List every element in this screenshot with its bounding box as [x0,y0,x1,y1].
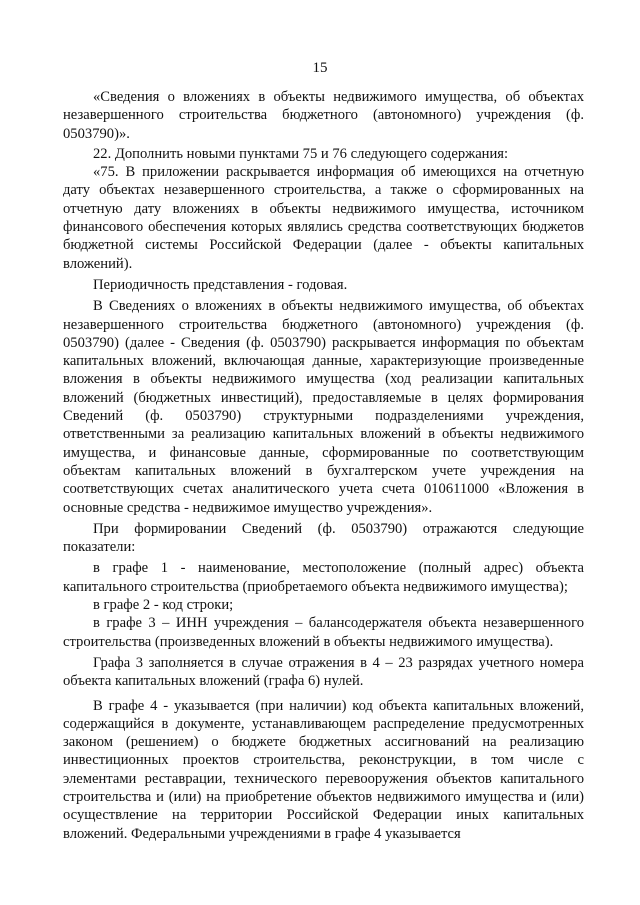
paragraph-column-4: В графе 4 - указывается (при наличии) код объекта капитальных вложений, содержащийся в документе, устанавливающем распределение предусмотренных законом (решением) о бюджете бюджетных ассигнований на реализацию инвестиционных проектов строительства, реконструкции, в том числе с элементами реставрации, технического перевооружения объектов капитального строительства и (или) на приобретение объектов недвижимого имущества и (или) осуществление на территории Российской Федерации иных капитальных вложений. Федеральными учреждениями в графе 4 указывается [63,697,584,842]
form-title-paragraph: «Сведения о вложениях в объекты недвижимого имущества, об объектах незавершенного строительства бюджетного (автономного) учреждения (ф. 0503790)». [63,89,584,142]
paragraph-column-2: в графе 2 - код строки; [93,597,234,614]
paragraph-75: «75. В приложении раскрывается информация об имеющихся на отчетную дату объектах незавершенного строительства, а также о сформированных на отчетную дату вложениях в объекты недвижимого имущества, источником финансового обеспечения которых являлись средства соответствующих бюджетов бюджетной системы Российской Федерации (далее - объекты капитальных вложений). [63,164,584,272]
page-number: 15 [312,60,328,76]
paragraph-indicators: При формировании Сведений (ф. 0503790) отражаются следующие показатели: [63,520,584,556]
paragraph-column-1: в графе 1 - наименование, местоположение (полный адрес) объекта капитального строительства (приобретаемого объекта недвижимого имущества); [63,560,584,595]
paragraph-column-3-note: Графа 3 заполняется в случае отражения в 4 – 23 разрядах учетного номера объекта капитальных вложений (графа 6) нулей. [63,654,584,690]
paragraph-information: В Сведениях о вложениях в объекты недвижимого имущества, об объектах незавершенного строительства бюджетного (автономного) учреждения (ф. 0503790) (далее - Сведения (ф. 0503790) раскрывается информация по объектам капитальных вложений, включающая данные, характеризующие произведенные вложения в объекты недвижимого имущества (ход реализации капитальных вложений (бюджетных инвестиций), предоставляемые в целях формирования Сведений (ф. 0503790) структурными подразделениями учреждения, ответственными за реализацию капитальных вложений в объекты недвижимого имущества, и финансовые данные, сформированные по соответствующим объектам капитальных вложений в бухгалтерском учете учреждения на соответствующих счетах аналитического учета счета 010611000 «Вложения в основные средства - недвижимое имущество учреждения». [63,298,584,516]
paragraph-amendment-22: 22. Дополнить новыми пунктами 75 и 76 следующего содержания: [93,145,509,162]
paragraph-column-3: в графе 3 – ИНН учреждения – балансодержателя объекта незавершенного строительства (произведенных вложений в объекты недвижимого имущества). [63,615,584,650]
document-body [63,88,584,843]
paragraph-periodicity: Периодичность представления - годовая. [93,276,348,293]
